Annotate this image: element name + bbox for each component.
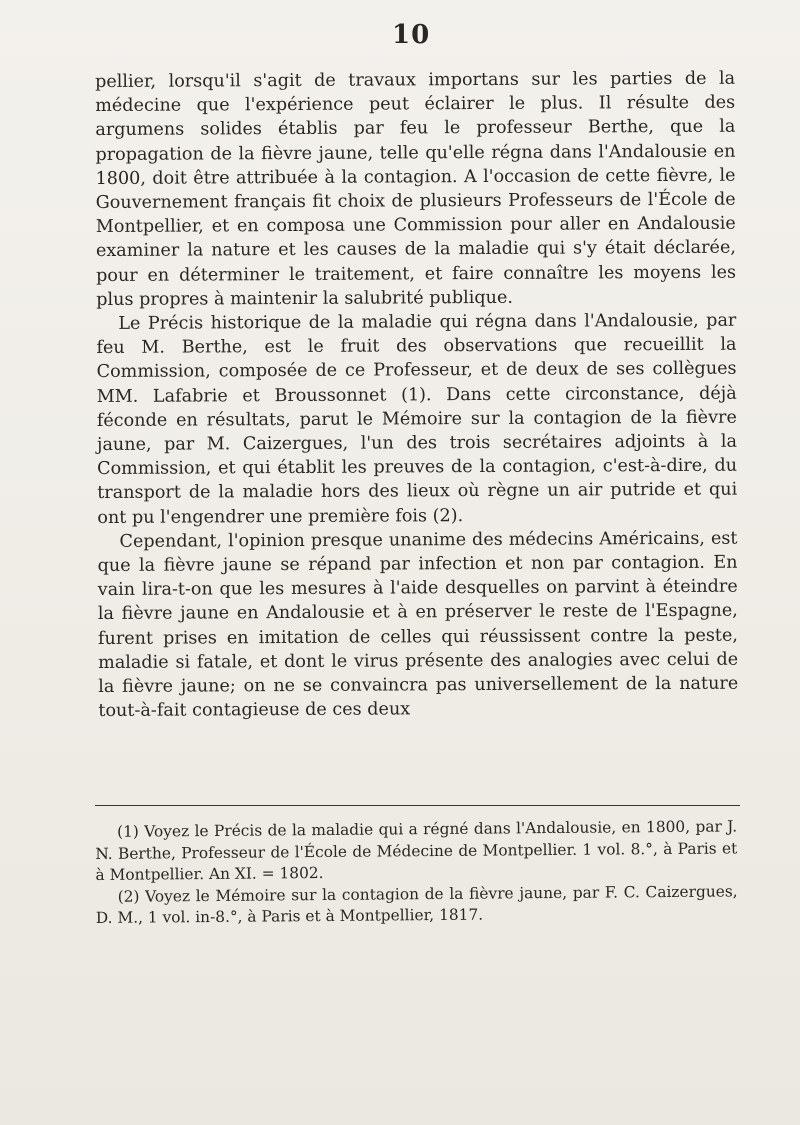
footnote-2: (2) Voyez le Mémoire sur la contagion de la fièvre jaune, par F. C. Caizergues, D. M., 1 vol. in-8.°, à Paris et à Montpellier, 1817.: [95, 881, 738, 927]
main-text: [95, 67, 738, 724]
paragraph-1: pellier, lorsqu'il s'agit de travaux importans sur les parties de la médecine que l'expérience peut éclairer le plus. Il résulte des argumens solides établis par feu le professeur Berthe, que la propagation de la fièvre jaune, telle qu'elle régna dans l'Andalousie en 1800, doit être attribuée à la contagion. A l'occasion de cette fièvre, le Gouvernement français fit choix de plusieurs Professeurs de l'École de Montpellier, et en composa une Commission pour aller en Andalousie examiner la nature et les causes de la maladie qui s'y était déclarée, pour en déterminer le traitement, et faire connaître les moyens les plus propres à maintenir la salubrité publique.: [95, 68, 737, 310]
footnotes: [95, 816, 738, 929]
footnote-1: (1) Voyez le Précis de la maladie qui a régné dans l'Andalousie, en 1800, par J. N. Berthe, Professeur de l'École de Médecine de Montpellier. 1 vol. 8.°, à Paris et à Montpellier. An XI. = 1802.: [95, 817, 738, 884]
footnote-divider: [95, 805, 740, 806]
page-number: 10: [392, 20, 431, 50]
paragraph-2: Le Précis historique de la maladie qui régna dans l'Andalousie, par feu M. Berthe, est le fruit des observations que recueillit la Commission, composée de ce Professeur, et de deux de ses collègues MM. Lafabrie et Broussonnet (1). Dans cette circonstance, déjà féconde en résultats, parut le Mémoire sur la contagion de la fièvre jaune, par M. Caizergues, l'un des trois secrétaires adjoints à la Commission, et qui établit les preuves de la contagion, c'est-à-dire, du transport de la maladie hors des lieux où règne un air putride et qui ont pu l'engendrer une première fois (2).: [96, 310, 738, 528]
paragraph-3: Cependant, l'opinion presque unanime des médecins Américains, est que la fièvre jaune se répand par infection et non par contagion. En vain lira-t-on que les mesures à l'aide desquelles on parvint à éteindre la fièvre jaune en Andalousie et à en préserver le reste de l'Espagne, furent prises en imitation de celles qui réussissent contre la peste, maladie si fatale, et dont le virus présente des analogies avec celui de la fièvre jaune; on ne se convaincra pas universellement de la nature tout-à-fait contagieuse de ces deux: [97, 528, 739, 722]
